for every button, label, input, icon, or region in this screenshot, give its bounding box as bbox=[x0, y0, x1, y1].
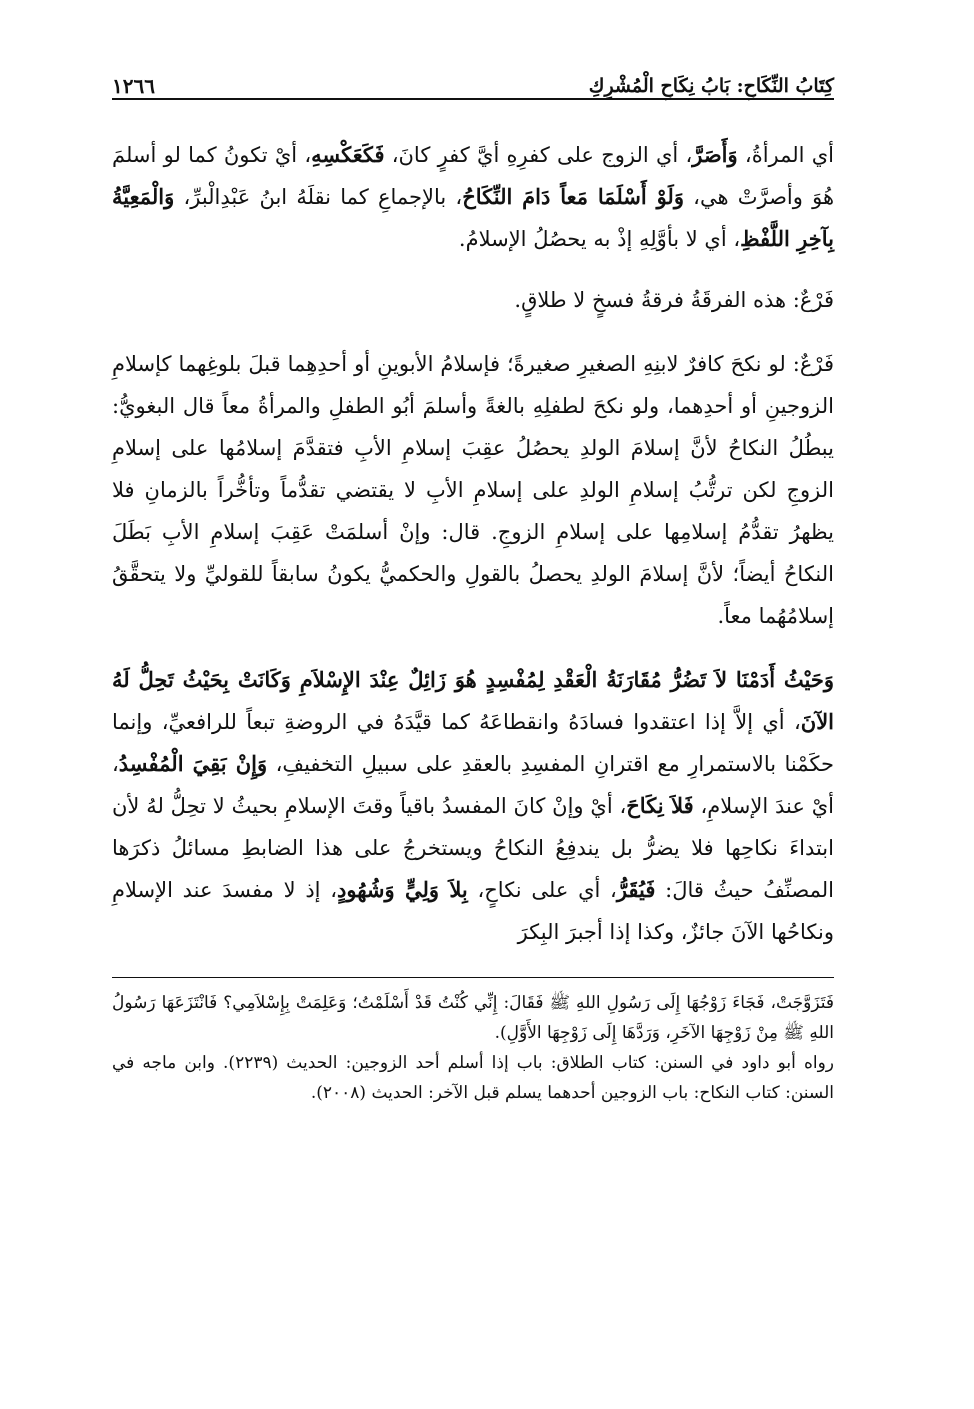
matn-segment: وَلَوْ أَسْلَمَا مَعاً دَامَ النِّكَاحُ bbox=[462, 184, 684, 209]
footnote-line-2: رواه أبو داود في السنن: كتاب الطلاق: باب إذا أسلم أحد الزوجين: الحديث (٢٢٣٩). وابن ماجه في السنن: كتاب النكاح: باب الزوجين أحدهما يسلم قبل الآخر: الحديث (٢٠٠٨). bbox=[112, 1053, 834, 1103]
running-title: كِتَابُ النِّكَاحِ: بَابُ نِكَاحِ الْمُشْرِكِ bbox=[588, 75, 834, 97]
matn-segment: بِلاَ وَلِيٍّ وَشُهُودٍ bbox=[337, 877, 468, 902]
footnote-separator bbox=[112, 977, 834, 978]
text-segment: ، أيْ تكونُ كما لو أسلمَ هُوَ وأصرَّتْ هي، bbox=[112, 143, 835, 209]
text-segment: ، أي إلاَّ إذا اعتقدوا فسادَهُ وانقطاعَهُ كما قيَّدَهُ في الروضةِ تبعاً للرافعيِّ، وإنما حكَمْنا بالاستمرارِ مع اقترانِ المفسِدِ بالعقدِ على سبيلِ التخفيفِ، bbox=[112, 710, 834, 776]
footnote bbox=[112, 988, 834, 1108]
text-segment: أي المرأةُ، bbox=[737, 143, 835, 167]
matn-segment: فَلاَ نِكَاحَ bbox=[626, 793, 694, 818]
text-segment: ، أي على نكاحٍ، bbox=[467, 878, 617, 902]
text-segment: ، إذ لا مفسدَ عند الإسلامِ ونكاحُها الآنَ جائزٌ، وكذا إذا أجبرَ البِكرَ bbox=[112, 878, 834, 944]
document-page bbox=[112, 58, 834, 1348]
matn-segment: وَحَيْثُ أَدَمْنَا لاَ تَضُرُّ مُقَارَنَةُ الْعَقْدِ لِمُفْسِدٍ هُوَ زَائِلٌ عِنْدَ الإِسْلاَمِ وَكَانَتْ بِحَيْثُ تَحِلُّ لَهُ الآنَ bbox=[112, 667, 834, 734]
paragraph-3: فَرْعٌ: لو نكحَ كافرٌ لابنِهِ الصغيرِ صغيرةً؛ فإسلامُ الأبوينِ أو أحدِهِما قبلَ بلوغِهما كإسلامِ الزوجينِ أو أحدِهما، ولو نكحَ لطفلِهِ بالغةً وأسلمَ أبُو الطفلِ والمرأةُ معاً قال البغويُّ: يبطُلُ النكاحُ لأنَّ إسلامَ الولدِ يحصُلُ عقِبَ إسلامِ الأبِ فتقدَّمَ إسلامُها على إسلامِ الزوجِ لكن ترتُّبُ إسلامِ الولدِ على إسلامِ الأبِ لا يقتضي تقدُّماً وتأخُّراً بالزمانِ فلا يظهرُ تقدُّمُ إسلامِها على إسلامِ الزوجِ. قال: وإنْ أسلمَتْ عَقِبَ إسلامِ الأبِ بَطَلَ النكاحُ أيضاً؛ لأنَّ إسلامَ الولدِ يحصلُ بالقولِ والحكميُّ يكونُ سابقاً للقوليِّ ولا يتحقَّقُ إسلامُهُما معاً. bbox=[112, 352, 834, 628]
page-number: ١٢٦٦ bbox=[112, 74, 155, 98]
page-header bbox=[112, 58, 834, 100]
paragraph-1 bbox=[112, 134, 834, 260]
text-segment: ، أي لا بأوَّلِهِ إذْ به يحصُلُ الإسلامُ. bbox=[458, 227, 741, 251]
matn-segment: وَأَصَرَّ bbox=[692, 142, 738, 167]
matn-segment: وَالْمَعِيَّةُ بِآخِرِ اللَّفْظِ bbox=[112, 184, 834, 251]
text-segment: ، أي الزوج على كفرِهِ أيَّ كفرٍ كانَ، bbox=[384, 143, 693, 167]
matn-segment: فَيُقَرُّ bbox=[616, 877, 656, 902]
text-segment: ، أيْ عندَ الإسلامِ، bbox=[112, 752, 834, 818]
text-segment: ، أيْ وإنْ كانَ المفسدُ باقياً وقتَ الإسلامِ بحيثُ لا تحِلُّ لهُ لأن ابتداءَ نكاحِها فلا يضرُّ بل يندفِعُ النكاحُ ويستخرجُ على هذا الضابطِ مسائلُ ذكرَها المصنِّفُ حيثُ قالَ: bbox=[112, 794, 834, 902]
paragraph-2: فَرْعٌ: هذه الفرقَةُ فرقةُ فسخٍ لا طلاقٍ. bbox=[514, 288, 834, 312]
text-segment: ، بالإجماعِ كما نقلَهُ ابنُ عَبْدِالْبرِّ، bbox=[174, 185, 463, 209]
matn-segment: فَكَعَكْسِهِ bbox=[311, 142, 385, 167]
paragraph-4 bbox=[112, 659, 834, 953]
footnote-line-1: فَتَزَوَّجَتْ، فَجَاءَ زَوْجُهَا إِلَى رَسُولِ اللهِ ﷺ فَقَالَ: إِنِّي كُنْتُ قَدْ أَسْلَمْتُ؛ وَعَلِمَتْ بِإِسْلاَمِي؟ فَانْتَزَعَهَا رَسُولُ اللهِ ﷺ مِنْ زَوْجِهَا الآخَرِ، وَرَدَّهَا إِلَى زَوْجِهَا الأَوَّلِ). bbox=[112, 993, 834, 1043]
matn-segment: وَإِنْ بَقِيَ الْمُفْسِدُ bbox=[118, 751, 268, 776]
